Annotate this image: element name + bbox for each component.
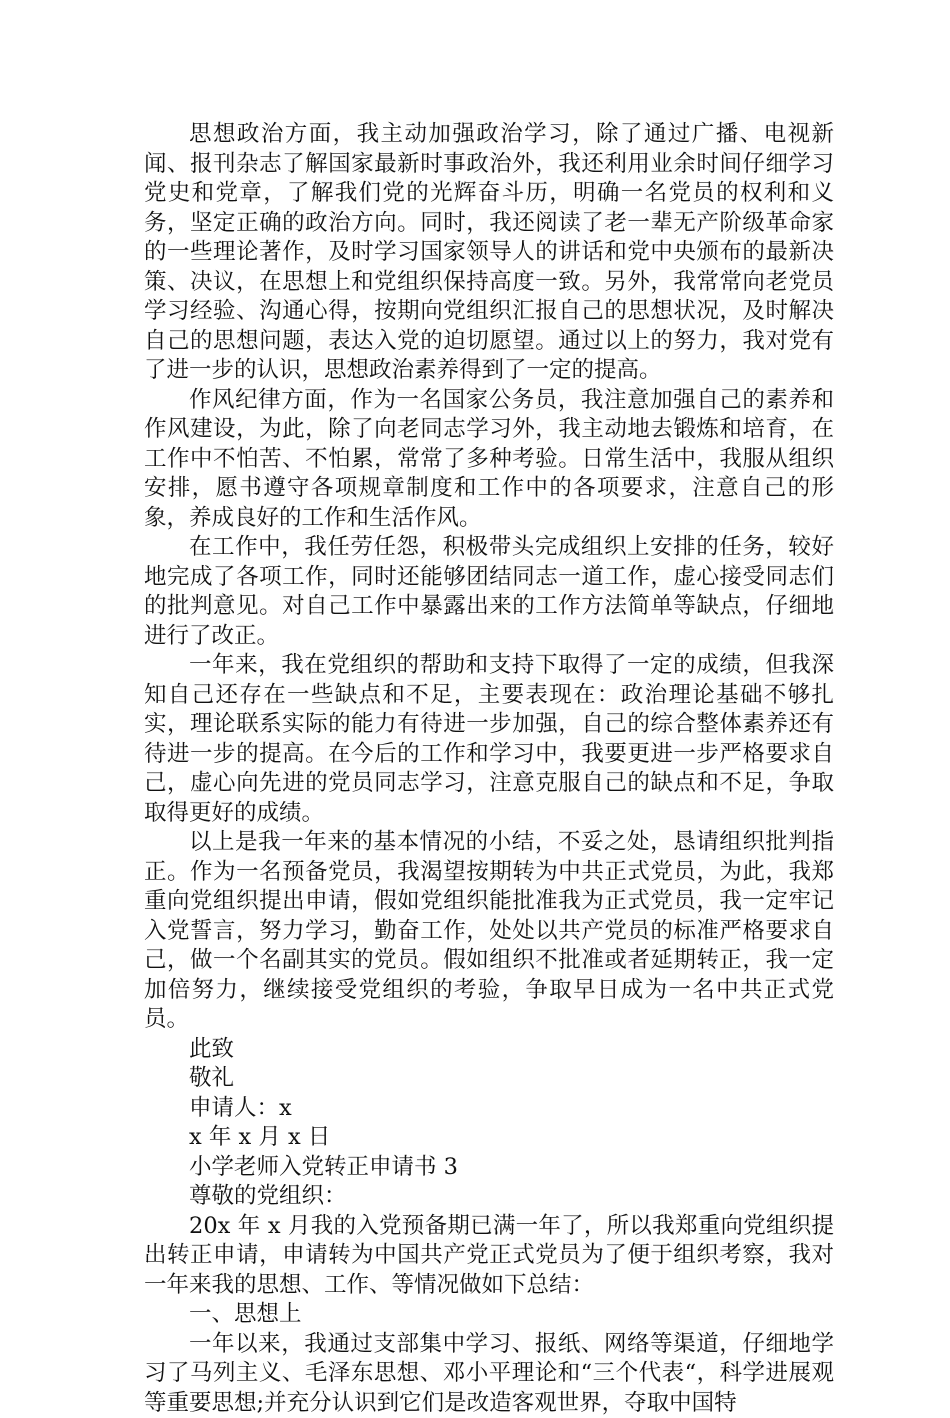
paragraph-request: 以上是我一年来的基本情况的小结，不妥之处，恳请组织批判指正。作为一名预备党员，我渴望按期转为中共正式党员，为此，我郑重向党组织提出申请，假如党组织能批准我为正式党员，我一定牢记入党誓言，努力学习，勤奋工作，处处以共产党员的标准严格要求自己，做一个名副其实的党员。假如组织不批准或者延期转正，我一定加倍努力，继续接受党组织的考验，争取早日成为一名中共正式党员。 — [144, 828, 834, 1035]
greeting-line: 尊敬的党组织： — [144, 1182, 834, 1212]
paragraph-shortcomings: 一年来，我在党组织的帮助和支持下取得了一定的成绩，但我深知自己还存在一些缺点和不足，主要表现在：政治理论基础不够扎实，理论联系实际的能力有待进一步加强，自己的综合整体素养还有待进一步的提高。在今后的工作和学习中，我要更进一步严格要求自己，虚心向先进的党员同志学习，注意克服自己的缺点和不足，争取取得更好的成绩。 — [144, 651, 834, 828]
next-letter-title: 小学老师入党转正申请书 3 — [144, 1153, 834, 1183]
date-line: x 年 x 月 x 日 — [144, 1123, 834, 1153]
closing-salute-2: 敬礼 — [144, 1064, 834, 1094]
paragraph-work: 在工作中，我任劳任怨，积极带头完成组织上安排的任务，较好地完成了各项工作，同时还能够团结同志一道工作，虚心接受同志们的批判意见。对自己工作中暴露出来的工作方法简单等缺点，仔细地进行了改正。 — [144, 533, 834, 651]
section-heading: 一、思想上 — [144, 1300, 834, 1330]
document-body — [144, 120, 834, 1418]
closing-salute-1: 此致 — [144, 1035, 834, 1065]
intro-paragraph: 20x 年 x 月我的入党预备期已满一年了，所以我郑重向党组织提出转正申请，申请转为中国共产党正式党员为了便于组织考察，我对一年来我的思想、工作、等情况做如下总结： — [144, 1212, 834, 1301]
section-paragraph: 一年以来，我通过支部集中学习、报纸、网络等渠道，仔细地学习了马列主义、毛泽东思想、邓小平理论和“三个代表“，科学进展观等重要思想;并充分认识到它们是改造客观世界，夺取中国特 — [144, 1330, 834, 1418]
applicant-line: 申请人：x — [144, 1094, 834, 1124]
paragraph-political: 思想政治方面，我主动加强政治学习，除了通过广播、电视新闻、报刊杂志了解国家最新时事政治外，我还利用业余时间仔细学习党史和党章，了解我们党的光辉奋斗历，明确一名党员的权利和义务，坚定正确的政治方向。同时，我还阅读了老一辈无产阶级革命家的一些理论著作，及时学习国家领导人的讲话和党中央颁布的最新决策、决议，在思想上和党组织保持高度一致。另外，我常常向老党员学习经验、沟通心得，按期向党组织汇报自己的思想状况，及时解决自己的思想问题，表达入党的迫切愿望。通过以上的努力，我对党有了进一步的认识，思想政治素养得到了一定的提高。 — [144, 120, 834, 386]
paragraph-discipline: 作风纪律方面，作为一名国家公务员，我注意加强自己的素养和作风建设，为此，除了向老同志学习外，我主动地去锻炼和培育，在工作中不怕苦、不怕累，常常了多种考验。日常生活中，我服从组织安排，愿书遵守各项规章制度和工作中的各项要求，注意自己的形象，养成良好的工作和生活作风。 — [144, 386, 834, 534]
